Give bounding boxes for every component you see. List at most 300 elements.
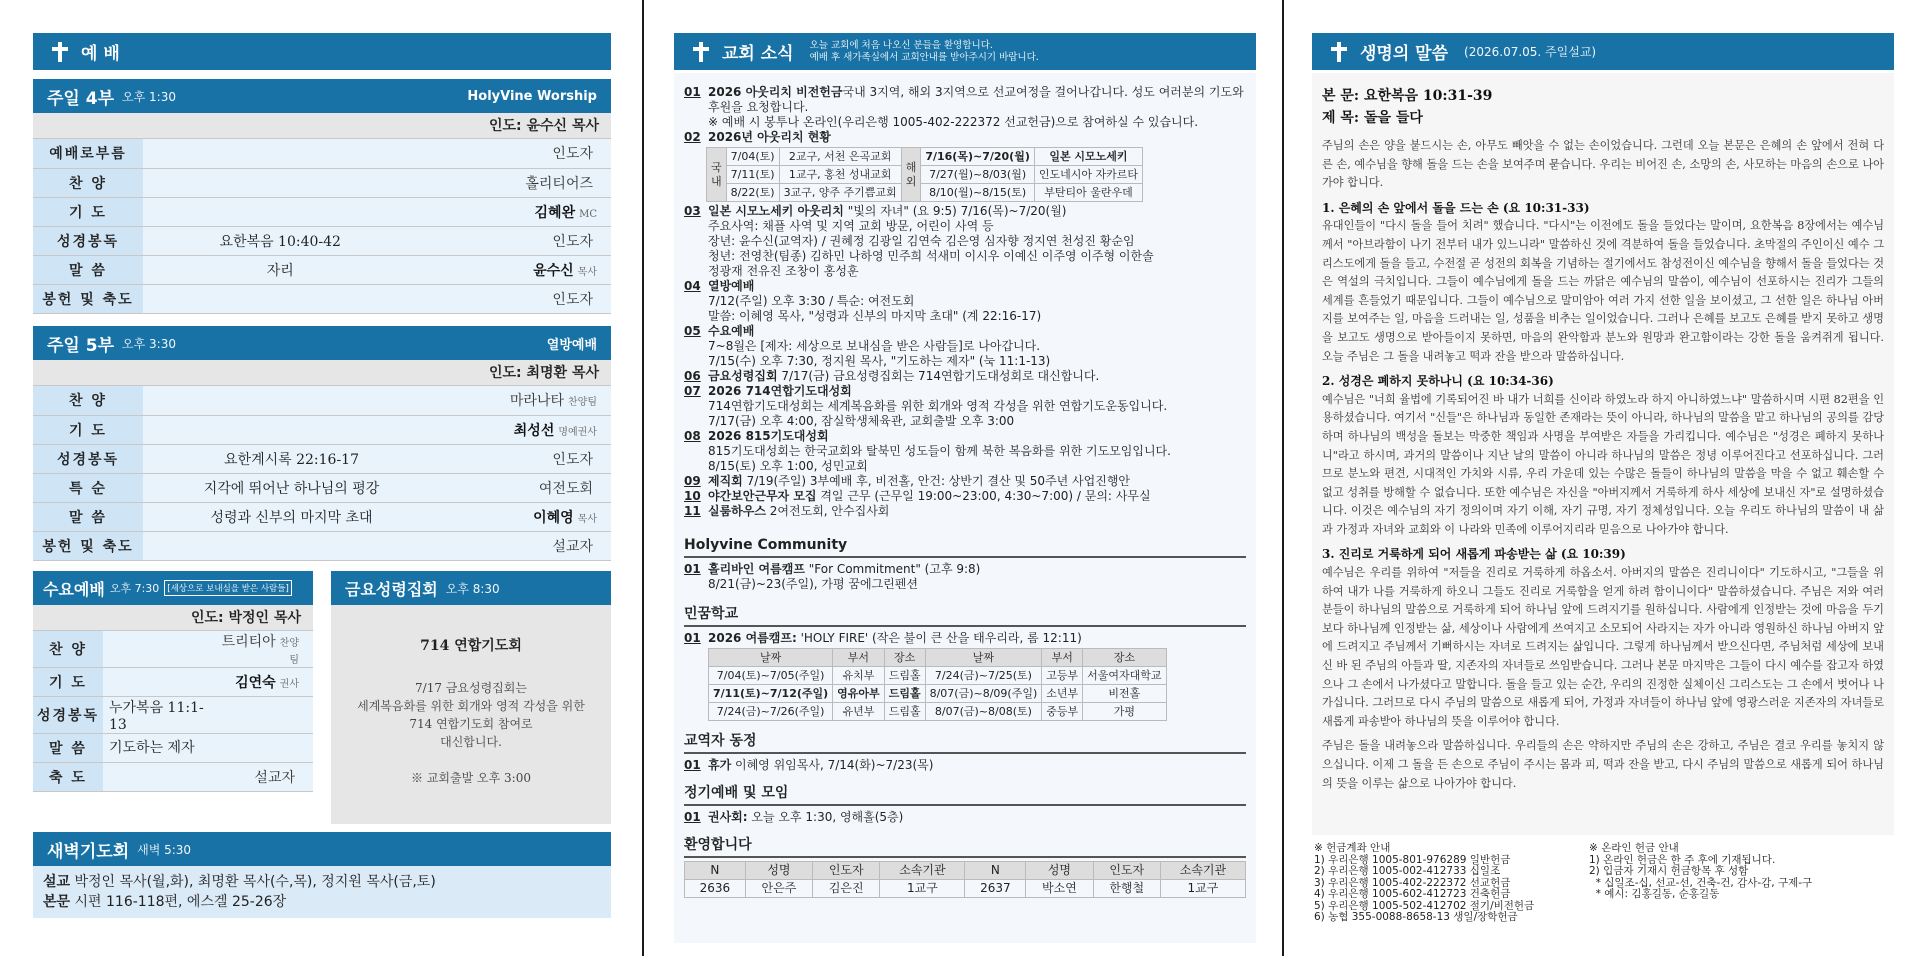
item-number: 08 [684,429,701,443]
table-header: 부서 [1042,649,1083,667]
order-content: 지각에 뛰어난 하나님의 평강 [143,473,440,502]
wednesday-time: 오후 7:30 [109,582,160,595]
order-label: 특 순 [33,473,143,502]
order-person [417,284,611,313]
order-person [216,631,313,668]
item-number: 01 [684,758,701,772]
table-cell: 한행철 [1093,880,1160,898]
sermon-body [1312,73,1894,835]
order-label: 찬 양 [33,631,103,668]
table-cell: 8/07(금)~8/09(주일) [925,685,1042,703]
item-number: 10 [684,489,701,503]
service-5-order-table [33,386,611,561]
news-item-title: 실룸하우스 [708,504,766,518]
table-cell: 안은주 [745,880,812,898]
offering-account-list [1314,855,1594,924]
news-item-detail: 7/12(주일) 오후 3:30 / 특순: 여전도회 말씀: 이혜영 목사, "성령과 신부의 마지막 초대" (계 22:16-17) [708,294,1042,323]
item-number: 02 [684,130,701,144]
item-number: 01 [684,85,701,99]
order-person [417,139,611,168]
order-person-title: MC [579,208,597,220]
news-item-detail: 7/19(주일) 3부예배 후, 비전홀, 안건: 상반기 결산 및 50주년 사업진행안 [742,474,1131,488]
outreach-date: 8/22(토) [726,184,779,202]
dawn-header [33,832,611,866]
item-number: 05 [684,324,701,338]
news-list-a [684,85,1246,145]
dawn-preacher-label: 설교 [43,874,71,890]
friday-body: 7/17 금요성령집회는 세계복음화를 위한 회개와 영적 각성을 위한 714 연합기도회 참여로 대신합니다. [357,681,585,749]
order-content [143,197,417,226]
order-person [417,168,611,197]
item-number: 09 [684,474,701,488]
news-list-b [684,204,1246,519]
news-item-title: 야간보안근무자 모집 [708,489,817,503]
sermon-intro: 주님의 손은 양을 붙드시는 손, 아무도 빼앗을 수 없는 손이었습니다. 그런데 오늘 본문은 은혜의 손 앞에서 전혀 다른 손, 예수님을 향해 돌을 드는 손을 보여주며 묻습니다. 우리는 비어진 손, 소망의 손, 사모하는 마음의 손으로 나아가야 합니다. [1322,139,1884,190]
wednesday-tag: [세상으로 보내심을 받은 사람들] [164,580,291,596]
order-row [33,631,313,668]
item-number: 04 [684,279,701,293]
news-item [684,324,1246,369]
order-person-title: 권사 [279,679,299,690]
order-person-text: 여전도회 [538,480,593,497]
order-row [33,502,611,531]
order-person-text: 홀리티어즈 [525,175,593,192]
sermon-point-1: 유대인들이 "다시 돌을 들어 치려" 했습니다. "다시"는 이전에도 돌을 들었다는 말이며, 요한복음 8장에서는 예수님께서 "아브라함이 나기 전부터 내가 있느니라" 말씀하신 것에 격분하여 돌을 들었습니다. 초막절의 주인이신 예수 그리스도에게 돌을 들고, 수전절 곧 성전의 회복을 기념하는 절기에서도 참성전이신 예수님을 향해서 돌을 들었다는 것은 역설의 극치입니다. 그들이 예수님에게 돌을 드는 까닭은 예수님의 말씀이, 예수님이 선포하시는 진리가 그들의 세계를 흔들었기 때문입니다. 그들이 예수님으로 말미암아 여러 가지 선한 일을 보이셨고, 그 선한 일은 하나님 아버지를 보여주는 일, 마음을 드러내는 일, 성품을 비추는 일이었습니다. 그러나 은혜를 보고도 은혜를 받지 못하고 생명을 보고도 생명으로 받아들이지 못하면, 마음의 완악함과 분노와 원망과 완고함이라는 강한 돌을 움켜쥐게 됩니다. 오늘 주님은 그 돌을 내려놓고 떡과 잔을 받으라 말씀하십니다. [1322,219,1884,363]
online-offering [1589,843,1889,901]
table-cell: 유년부 [833,703,885,721]
sermon-outro: 주님은 돌을 내려놓으라 말씀하십니다. 우리들의 손은 약하지만 주님의 손은 강하고, 주님은 결코 우리를 놓치지 않으십니다. 이제 그 돌을 든 손으로 주님이 주시는 몸과 피, 떡과 잔을 받고, 다시 주님의 말씀으로 새롭게 되어 하나님의 뜻을 이루는 삶으로 나아가야 합니다. [1322,739,1884,790]
news-item-title: 일본 시모노세키 아웃리치 [708,204,844,218]
news-item-detail: 국내 3지역, 해외 3지역으로 선교여정을 걸어나갑니다. 성도 여러분의 기도와 후원을 요청합니다. ※ 예배 시 봉투나 온라인(우리은행 1005-402-222372 선교헌금)으로 참여하실 수 있습니다. [708,85,1244,129]
offering-accounts [1314,843,1594,924]
sermon-date: (2026.07.05. 주일설교) [1464,45,1597,59]
order-row [33,415,611,444]
table-cell: 고등부 [1042,667,1083,685]
online-line: 1) 온라인 헌금은 한 주 후에 기재됩니다. [1589,853,1776,866]
table-cell: 드림홀 [884,685,925,703]
community-item-detail: "For Commitment" (고후 9:8) 8/21(금)~23(주일), 가평 꿈에그린펜션 [708,562,981,591]
order-person-title: 목사 [577,513,597,525]
order-label: 찬 양 [33,386,143,415]
wednesday-name: 수요예배 [43,579,105,599]
sermon-scripture: 본 문: 요한복음 10:31-39 [1322,88,1493,104]
wednesday-order-table [33,631,313,792]
news-item-title: 열방예배 [708,279,755,293]
online-offering-list [1589,855,1889,901]
sermon-point-3: 예수님은 우리를 위하여 "저들을 진리로 거룩하게 하옵소서. 아버지의 말씀은 진리니이다" 기도하시고, "그들을 위하여 내가 나를 거룩하게 하오니 그들도 진리로 거룩함을 얻게 하려 함이니이다" 말씀하셨습니다. 주님은 저와 여러분들이 하나님의 말씀으로 거룩하게 되어 하나님 앞에 드려지기를 원하십니다. 사람에게 인정받는 것에 마음을 두기보다 하나님께 인정받는 삶, 세상이나 사람에게 쓰여지고 소모되어 사라지는 자가 아니라 영원하신 하나님 아버지 앞에 드려지고 주님께서 기뻐하시는 자녀로 드려지는 삶입니다. 그렇게 하나님께서 받으신다면, 주님처럼 세상에 보내신 바 된 주님의 아들과 딸, 지존자의 자녀들로 쓰임받습니다. 그러나 본문 마지막은 그들이 다시 예수를 잡고자 하였으나 그 손에서 나가셨다고 말합니다. 돌을 들고 있는 순간, 우리의 진정한 실체이신 그리스도는 그 손에서 벗어나 나가십니다. 그러므로 다시 주님의 말씀으로 새롭게 되어, 가정과 자녀들이 하나님 앞에 영광스러운 지존자의 자녀들로 새롭게 파송받아 하나님의 뜻을 이루어야 합니다. [1322,566,1884,728]
order-person-text: 설교자 [254,770,295,786]
order-row [33,197,611,226]
dawn-prayer [33,832,611,918]
service-4 [33,79,611,314]
order-content [143,415,440,444]
welcome-table [684,861,1246,898]
order-person-title: 찬양팀 [568,397,597,409]
item-number: 07 [684,384,701,398]
order-content [143,386,440,415]
table-cell: 2636 [685,880,746,898]
community-item [684,562,1246,592]
account-line: 4) 우리은행 1005-602-412723 건축헌금 [1314,888,1511,900]
outreach-table [706,147,1143,202]
order-content [103,668,216,697]
order-row [33,168,611,197]
news-section [674,33,1256,70]
order-label: 찬 양 [33,168,143,197]
school-item [684,631,1246,646]
news-item-title: 수요예배 [708,324,755,338]
outreach-date: 7/27(월)~8/03(월) [921,166,1035,184]
news-item-detail: 격일 근무 (근무일 19:00~23:00, 4:30~7:00) / 문의: 사무실 [816,489,1151,503]
news-item [684,279,1246,324]
school-title: 민꿈학교 [684,604,1246,627]
order-content [143,139,417,168]
order-row [33,139,611,168]
order-label: 성경봉독 [33,226,143,255]
community-item-title: 홀리바인 여름캠프 [708,562,805,576]
news-item [684,130,1246,145]
item-number: 01 [684,631,701,645]
dawn-info [33,866,611,918]
service-5-tag: 열방예배 [546,337,597,353]
order-person [216,763,313,792]
worship-title: 예 배 [81,44,120,64]
friday-note: ※ 교회출발 오후 3:00 [411,771,531,785]
outreach-domestic-label: 국내 [707,148,727,202]
order-label: 말 씀 [33,734,103,763]
news-item [684,489,1246,504]
page-sermon [1284,0,1920,956]
outreach-place: 인도네시아 자카르타 [1034,166,1142,184]
account-line: 3) 우리은행 1005-402-222372 선교헌금 [1314,876,1511,889]
order-person-name: 윤수신 [533,262,574,279]
order-person [417,226,611,255]
table-header: 소속기관 [880,862,965,880]
order-row [33,734,313,763]
order-person-text: 마라나타 [509,393,565,410]
dawn-preachers: 박정인 목사(월,화), 최명환 목사(수,목), 정지원 목사(금,토) [70,874,436,890]
school-item-detail: 'HOLY FIRE' (작은 불이 큰 산을 태우리라, 롬 12:11) [796,631,1082,645]
order-row [33,444,611,473]
news-item-title: 제직회 [708,474,743,488]
order-person [417,197,611,226]
order-person [440,473,611,502]
table-header: 장소 [1083,649,1166,667]
order-label: 기 도 [33,668,103,697]
order-row [33,473,611,502]
order-row [33,763,313,792]
online-line: 2) 입금자 기재시 헌금항목 후 성함 [1589,865,1749,877]
school-camp-table [708,648,1167,721]
order-person-text: 인도자 [552,451,593,468]
friday-name: 금요성령집회 [345,579,438,599]
welcome-title: 환영합니다 [684,835,1246,858]
account-line: 5) 우리은행 1005-502-412702 절기/비전헌금 [1314,899,1535,912]
table-cell: 7/24(금)~7/25(토) [925,667,1042,685]
item-number: 01 [684,562,701,576]
table-cell: 1교구 [1160,880,1245,898]
table-header: 날짜 [925,649,1042,667]
offering-accounts-title: ※ 헌금계좌 안내 [1314,842,1391,854]
staff-item-detail: 이혜영 위임목사, 7/14(화)~7/23(목) [731,758,934,772]
order-content: 성령과 신부의 마지막 초대 [143,502,440,531]
news-item-detail: "빛의 자녀" (요 9:5) 7/16(목)~7/20(월) 주요사역: 채플 사역 및 지역 교회 방문, 어린이 사역 등 장년: 윤수신(교역자) / 권혜정 김광일 김연숙 김은영 심자향 정지연 천성진 황순임 청년: 전영찬(팀종) 김하민 나하영 민주희 석새미 이시우 이예신 이주영 이주형 이한솔 정광재 전유진 조창이 홍성훈 [708,204,1154,278]
order-person-name: 김혜완 [534,204,576,221]
outreach-date: 8/10(월)~8/15(토) [921,184,1035,202]
table-header: 인도자 [1093,862,1160,880]
service-5 [33,326,611,561]
order-row [33,255,611,284]
table-header: 소속기관 [1160,862,1245,880]
order-label: 축 도 [33,763,103,792]
service-5-leader: 인도: 최명환 목사 [33,360,611,386]
table-cell: 비전홀 [1083,685,1166,703]
news-item [684,384,1246,429]
order-label: 성경봉독 [33,697,103,734]
staff-title: 교역자 동정 [684,731,1246,754]
regular-item [684,810,1246,825]
order-row [33,531,611,560]
table-cell: 7/04(토)~7/05(주일) [709,667,833,685]
outreach-date: 7/16(목)~7/20(월) [921,148,1035,166]
table-cell: 1교구 [880,880,965,898]
table-row [709,703,1167,721]
outreach-place: 일본 시모노세키 [1034,148,1142,166]
outreach-place: 부탄티아 울란우데 [1034,184,1142,202]
friday-title: 714 연합기도회 [420,638,522,654]
table-header: 부서 [833,649,885,667]
order-content: 자리 [143,255,417,284]
account-line: 1) 우리은행 1005-801-976289 일반헌금 [1314,853,1511,866]
outreach-place: 1교구, 홍천 성내교회 [779,166,901,184]
school-item-title: 2026 여름캠프: [708,631,797,645]
table-cell: 박소연 [1026,880,1093,898]
order-content [103,763,216,792]
order-person [440,531,611,560]
order-person-title: 명예권사 [558,426,597,438]
table-header: N [685,862,746,880]
order-content: 요한계시록 22:16-17 [143,444,440,473]
dawn-text: 시편 116-118편, 에스겔 25-26장 [70,894,287,910]
sermon-subject: 제 목: 돌을 들다 [1322,110,1423,126]
table-header: 성명 [745,862,812,880]
order-person [440,502,611,531]
service-4-header [33,79,611,113]
sermon-title: 생명의 말씀 [1360,44,1449,64]
order-content: 기도하는 제자 [103,734,313,763]
wednesday-leader: 인도: 박정인 목사 [33,605,313,631]
order-person [216,668,313,697]
order-label: 말 씀 [33,255,143,284]
regular-item-detail: 오늘 오후 1:30, 영해홀(5층) [747,810,904,824]
wednesday-service [33,571,313,792]
outreach-place: 2교구, 서천 은곡교회 [779,148,901,166]
sermon-header [1312,33,1894,70]
service-4-time: 오후 1:30 [122,89,176,104]
regular-title: 정기예배 및 모임 [684,783,1246,806]
table-cell: 서울여자대학교 [1083,667,1166,685]
order-row [33,226,611,255]
page-worship [0,0,642,956]
church-cross-icon [688,39,714,65]
order-label: 기 도 [33,415,143,444]
church-cross-icon [47,39,73,65]
wednesday-header [33,571,313,605]
order-label: 봉헌 및 축도 [33,531,143,560]
staff-item [684,758,1246,773]
news-welcome-note: 오늘 교회에 처음 나오신 분들을 환영합니다. 예배 후 새가족실에서 교회안내를 받아주시기 바랍니다. [809,39,1039,63]
table-header: N [965,862,1026,880]
table-cell: 가평 [1083,703,1166,721]
community-title: Holyvine Community [684,535,1246,558]
online-offering-title: ※ 온라인 헌금 안내 [1589,842,1679,854]
order-label: 기 도 [33,197,143,226]
order-person-title: 찬양팀 [279,638,299,666]
table-cell: 7/11(토)~7/12(주일) [709,685,833,703]
order-content [103,631,216,668]
online-line: * 예시: 김홍길동, 순홍길동 [1589,888,1720,900]
order-label: 성경봉독 [33,444,143,473]
table-header: 성명 [1026,862,1093,880]
news-item [684,369,1246,384]
table-header: 장소 [884,649,925,667]
order-person-text: 인도자 [552,233,593,250]
table-cell: 김은진 [813,880,880,898]
sermon-point-2-heading: 2. 성경은 폐하지 못하나니 (요 10:34-36) [1322,374,1554,389]
outreach-place: 3교구, 양주 주기쁨교회 [779,184,901,202]
news-item-detail: 7~8월은 [제자: 세상으로 보내심을 받은 사람들]로 나아갑니다. 7/15(수) 오후 7:30, 정지원 목사, "기도하는 제자" (눅 11:1-13) [708,339,1051,368]
news-item [684,429,1246,474]
page-news [644,0,1282,956]
dawn-text-label: 본문 [43,894,71,910]
order-row [33,697,313,734]
news-item-detail: 2여전도회, 안수집사회 [765,504,890,518]
item-number: 11 [684,504,701,518]
news-item-detail: 815기도대성회는 한국교회와 탈북민 성도들이 함께 북한 복음화를 위한 기도모임입니다. 8/15(토) 오후 1:00, 성민교회 [708,444,1171,473]
sermon-section [1312,33,1894,70]
order-person [417,255,611,284]
table-cell: 드림홀 [884,703,925,721]
order-person-text: 인도자 [552,291,593,308]
item-number: 03 [684,204,701,218]
table-header-row [709,649,1167,667]
order-person [440,386,611,415]
table-cell: 8/07(금)~8/08(토) [925,703,1042,721]
order-person [440,444,611,473]
service-4-order-table [33,139,611,314]
staff-item-title: 휴가 [708,758,732,772]
order-person-name: 최성선 [513,422,555,439]
item-number: 06 [684,369,701,383]
account-line: 2) 우리은행 1005-002-412733 십일조 [1314,865,1501,877]
item-number: 01 [684,810,701,824]
order-person-title: 목사 [577,266,597,278]
order-content [143,168,417,197]
sermon-point-2: 예수님은 "너희 율법에 기록되어진 바 내가 너희를 신이라 하였노라 하지 아니하였느냐" 말씀하시며 시편 82편을 인용하셨습니다. 여기서 "신들"은 하나님과 동일한 존재라는 뜻이 아니라, 하나님의 말씀을 맡고 하나님의 공의를 감당하며 하나님의 백성을 돌보는 막중한 책임과 사명을 부여받은 자들을 가리킵니다. 예수님은 "성경은 폐하지 못하나니"라고 하시며, 과거의 말씀이나 지난 날의 말씀이 아니라 하나님의 말씀은 정녕 이루어진다고 선포하십니다. 그러므로 분노와 편견, 시대적인 가치와 시류, 우리 가운데 있는 수많은 돌들이 하나님의 말씀을 막을 수 없고 훼손할 수 없고 성취를 방해할 수 없습니다. 또한 예수님은 자신을 "아버지께서 거룩하게 하사 세상에 보내신 자"로 설명하셨습니다. 이것은 예수님의 자기 정의이며 자기 이해, 자기 규명, 자기 정체성입니다. 오늘 우리도 하나님의 말씀이 내 삶과 가정과 자녀와 교회와 이 나라와 민족에 이루어지리라 믿음으로 나아가야 합니다. [1322,392,1884,536]
service-4-leader: 인도: 윤수신 목사 [33,113,611,139]
table-row [709,667,1167,685]
service-5-header [33,326,611,360]
news-item-title: 금요성령집회 [708,369,778,383]
order-content [143,531,440,560]
dawn-time: 새벽 5:30 [137,842,192,857]
table-row [685,880,1246,898]
service-4-tag: HolyVine Worship [467,88,597,104]
dawn-name: 새벽기도회 [47,841,130,862]
outreach-date: 7/11(토) [726,166,779,184]
news-item [684,85,1246,130]
table-cell: 중등부 [1042,703,1083,721]
table-header-row [685,862,1246,880]
order-person-name: 이혜영 [533,509,574,526]
order-row [33,284,611,313]
news-item-title: 2026년 아웃리치 현황 [708,130,831,144]
table-cell: 2637 [965,880,1026,898]
news-item-title: 2026 아웃리치 비전헌금 [708,85,843,99]
account-line: 6) 농협 355-0088-8658-13 생일/장학헌금 [1314,911,1518,923]
order-person-text: 인도자 [552,146,593,163]
sermon-point-1-heading: 1. 은혜의 손 앞에서 돌을 드는 손 (요 10:31-33) [1322,200,1590,215]
news-item [684,204,1246,279]
order-label: 예배로부름 [33,139,143,168]
news-body [674,73,1256,943]
news-item-title: 2026 815기도대성회 [708,429,829,443]
news-item [684,504,1246,519]
order-person [216,697,313,734]
news-item-title: 2026 714연합기도대성회 [708,384,852,398]
service-5-time: 오후 3:30 [122,336,176,351]
regular-item-title: 권사회: [708,810,748,824]
table-cell: 영유아부 [833,685,885,703]
news-item [684,474,1246,489]
friday-time: 오후 8:30 [445,581,500,596]
worship-header [33,33,611,70]
church-cross-icon [1326,39,1352,65]
online-line: * 십일조-십, 선교-선, 건축-건, 감사-감, 구제-구 [1589,876,1813,889]
order-label: 봉헌 및 축도 [33,284,143,313]
table-cell: 유치부 [833,667,885,685]
sermon-point-3-heading: 3. 진리로 거룩하게 되어 새롭게 파송받는 삶 (요 10:39) [1322,547,1626,562]
order-person-name: 김연숙 [235,675,276,691]
friday-content [331,605,611,786]
table-header: 날짜 [709,649,833,667]
order-content: 요한복음 10:40-42 [143,226,417,255]
service-4-name: 주일 4부 [47,88,115,109]
friday-service [331,571,611,824]
table-header: 인도자 [813,862,880,880]
outreach-date: 7/04(토) [726,148,779,166]
table-cell: 7/24(금)~7/26(주일) [709,703,833,721]
order-row [33,386,611,415]
table-cell: 소년부 [1042,685,1083,703]
friday-header [331,571,611,605]
order-content: 누가복음 11:1-13 [103,697,216,734]
outreach-abroad-label: 해외 [901,148,921,202]
service-5-name: 주일 5부 [47,335,115,356]
news-header [674,33,1256,70]
order-person-text: 설교자 [552,538,593,555]
order-person-text: 트리티아 [221,634,276,650]
news-item-detail: 714연합기도대성회는 세계복음화를 위한 회개와 영적 각성을 위한 연합기도운동입니다. 7/17(금) 오후 4:00, 잠실학생체육관, 교회출발 오후 3:00 [708,399,1168,428]
order-label: 말 씀 [33,502,143,531]
table-cell: 드림홀 [884,667,925,685]
order-person [440,415,611,444]
order-row [33,668,313,697]
news-item-detail: 7/17(금) 금요성령집회는 714연합기도대성회로 대신합니다. [777,369,1100,383]
order-content [143,284,417,313]
news-title: 교회 소식 [722,44,794,64]
worship-section [33,33,611,70]
